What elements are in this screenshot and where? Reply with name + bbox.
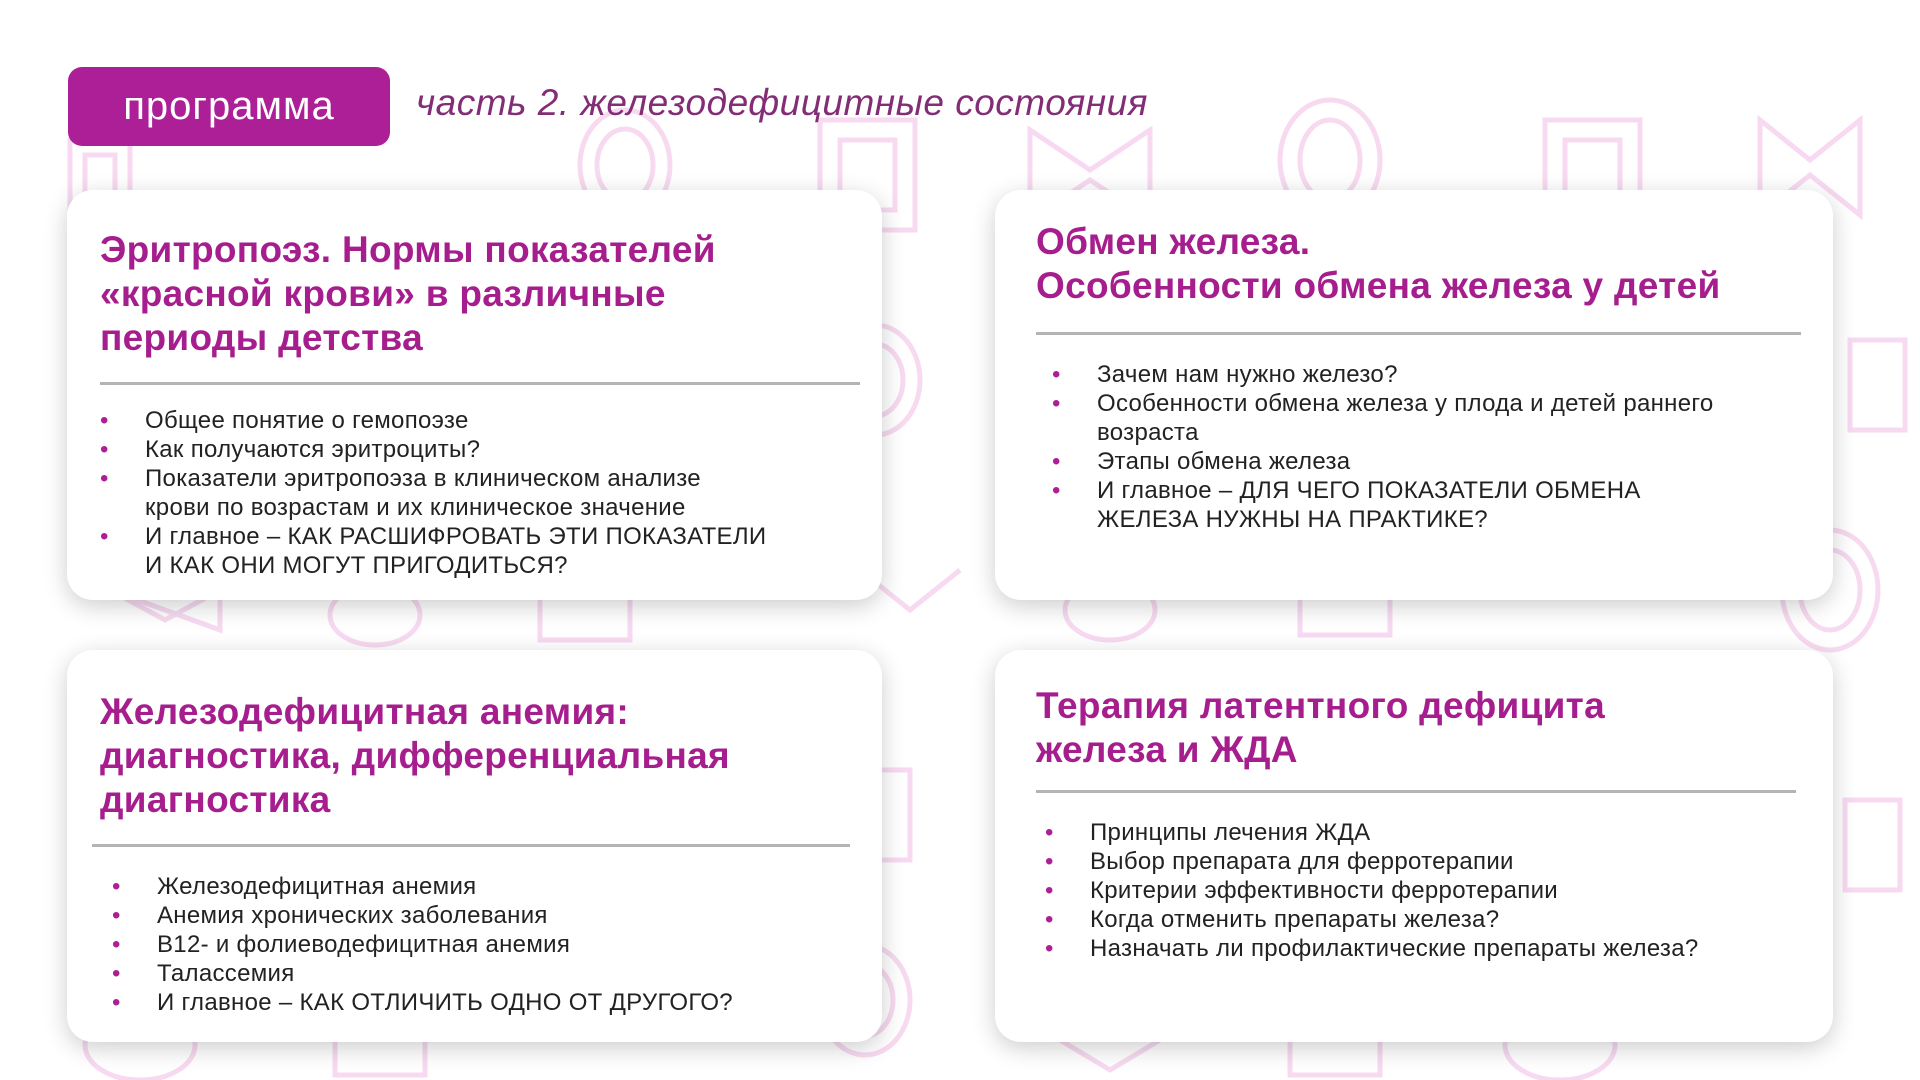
- bullet-text: крови по возрастам и их клиническое значение: [145, 494, 686, 521]
- bullet-text: Принципы лечения ЖДА: [1090, 819, 1371, 846]
- card-title-line: диагностика, дифференциальная: [100, 735, 730, 776]
- bullet-item: [1045, 876, 1815, 905]
- bullet-text: • И главное – ДЛЯ ЧЕГО ПОКАЗАТЕЛИ ОБМЕНА: [1097, 477, 1641, 504]
- bullet-text: • Показатели эритропоэза в клиническом анализе: [145, 465, 701, 492]
- bullet-text: Как получаются эритроциты?: [145, 436, 481, 463]
- card-divider: [1036, 790, 1796, 793]
- bullet-item: [112, 930, 872, 959]
- card-title: [100, 228, 716, 360]
- bullet-text: Этапы обмена железа: [1097, 448, 1351, 475]
- bullet-item: [1052, 447, 1812, 476]
- bullet-text: Зачем нам нужно железо?: [1097, 361, 1398, 388]
- bullet-text: • И главное – КАК РАСШИФРОВАТЬ ЭТИ ПОКАЗАТЕЛИ: [145, 523, 767, 550]
- bullet-text: В12- и фолиеводефицитная анемия: [157, 931, 571, 958]
- bullet-item: [1045, 818, 1815, 847]
- topic-card-iron-metabolism: [995, 190, 1833, 600]
- topic-card-therapy: [995, 650, 1833, 1042]
- section-subtitle: часть 2. железодефицитные состояния: [416, 82, 1148, 123]
- card-title-line: Железодефицитная анемия:: [100, 691, 630, 732]
- bullet-item: [112, 901, 872, 930]
- card-title-line: диагностика: [100, 779, 331, 820]
- card-divider: [92, 844, 850, 847]
- bullet-list: [1052, 360, 1812, 534]
- bullet-item: [100, 522, 860, 580]
- bullet-text: И главное – КАК ОТЛИЧИТЬ ОДНО ОТ ДРУГОГО?: [157, 989, 733, 1016]
- bullet-list: [100, 406, 860, 580]
- card-title-line: периоды детства: [100, 317, 423, 358]
- bullet-text: Критерии эффективности ферротерапии: [1090, 877, 1558, 904]
- bullet-item: [1052, 476, 1812, 534]
- program-tag: программа: [68, 67, 390, 146]
- bullet-item: [1045, 847, 1815, 876]
- card-title-line: Особенности обмена железа у детей: [1036, 265, 1721, 306]
- bullet-text: И КАК ОНИ МОГУТ ПРИГОДИТЬСЯ?: [145, 552, 568, 579]
- bullet-item: [112, 988, 872, 1017]
- bullet-text: возраста: [1097, 419, 1199, 446]
- card-title: [100, 690, 730, 822]
- bullet-item: [100, 464, 860, 522]
- bullet-text: Общее понятие о гемопоэзе: [145, 407, 469, 434]
- bullet-item: [112, 959, 872, 988]
- bullet-item: [1045, 934, 1815, 963]
- bullet-item: [100, 435, 860, 464]
- bullet-item: [1052, 389, 1812, 447]
- bullet-item: [100, 406, 860, 435]
- bullet-text: Выбор препарата для ферротерапии: [1090, 848, 1514, 875]
- bullet-text: Когда отменить препараты железа?: [1090, 906, 1500, 933]
- bullet-item: [112, 872, 872, 901]
- card-title-line: «красной крови» в различные: [100, 273, 666, 314]
- bullet-text: • Особенности обмена железа у плода и детей раннего: [1097, 390, 1714, 417]
- bullet-text: Анемия хронических заболевания: [157, 902, 548, 929]
- bullet-text: ЖЕЛЕЗА НУЖНЫ НА ПРАКТИКЕ?: [1097, 506, 1488, 533]
- card-title: [1036, 220, 1721, 308]
- bullet-list: [1045, 818, 1815, 963]
- card-title-line: Терапия латентного дефицита: [1036, 685, 1605, 726]
- bullet-text: Назначать ли профилактические препараты железа?: [1090, 935, 1699, 962]
- bullet-text: Талассемия: [157, 960, 295, 987]
- card-divider: [100, 382, 860, 385]
- topic-card-erythropoiesis: [67, 190, 882, 600]
- card-title: [1036, 684, 1605, 772]
- card-title-line: железа и ЖДА: [1036, 729, 1298, 770]
- bullet-item: [1052, 360, 1812, 389]
- card-title-line: Эритропоэз. Нормы показателей: [100, 229, 716, 270]
- card-divider: [1036, 332, 1801, 335]
- card-title-line: Обмен железа.: [1036, 221, 1311, 262]
- bullet-item: [1045, 905, 1815, 934]
- topic-card-iron-deficiency-anemia: [67, 650, 882, 1042]
- bullet-text: Железодефицитная анемия: [157, 873, 477, 900]
- bullet-list: [112, 872, 872, 1017]
